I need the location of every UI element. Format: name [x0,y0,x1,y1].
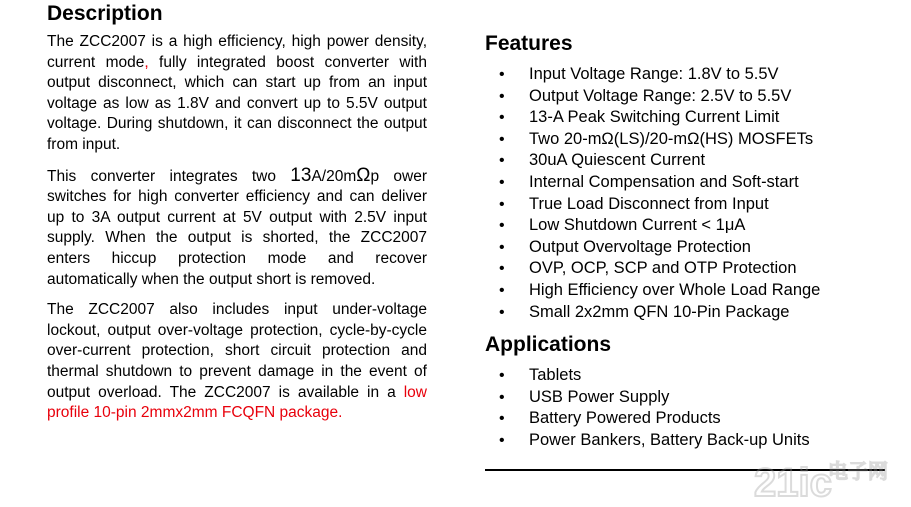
p2-tail: p ower switches for high converter efficiency and can deliver up to 3A output current at 5V output with 2.5V input supply. When the output is shorted, the ZCC2007 enters hiccup protection mode and recover automatically when the output short is removed. [47,167,427,288]
p1-red-comma: , [144,53,149,71]
site-watermark-logo [752,458,906,504]
feature-item [485,280,885,302]
bullet-icon: • [499,109,505,127]
application-item [485,365,885,387]
feature-item-text: High Efficiency over Whole Load Range [529,280,821,299]
feature-item [485,215,885,237]
feature-item [485,129,885,151]
features-column [485,32,885,462]
description-heading: Description [47,2,163,25]
feature-item [485,258,885,280]
application-item [485,408,885,430]
p2-big-number: 13 [290,164,312,186]
feature-item [485,302,885,324]
p2-mid: A/20m [311,167,357,185]
feature-item-text: Low Shutdown Current < 1μA [529,216,746,235]
bullet-icon: • [499,130,505,148]
feature-item-text: OVP, OCP, SCP and OTP Protection [529,259,797,278]
bullet-icon: • [499,238,505,256]
applications-heading: Applications [485,333,612,357]
p3-red-package: low profile 10-pin 2mmx2mm FCQFN package. [47,383,427,422]
application-item-text: Power Bankers, Battery Back-up Units [529,430,810,449]
bullet-icon: • [499,195,505,213]
bullet-icon: • [499,173,505,191]
feature-item-text: Output Overvoltage Protection [529,237,751,256]
bullet-icon: • [499,87,505,105]
bullet-icon: • [499,281,505,299]
feature-item-text: Output Voltage Range: 2.5V to 5.5V [529,86,792,105]
application-item [485,430,885,452]
feature-item [485,107,885,129]
bullet-icon: • [499,388,505,406]
p1-text: The ZCC2007 is a high efficiency, high power density, current mode [47,33,427,71]
bullet-icon: • [499,367,505,385]
feature-item [485,194,885,216]
applications-list [485,365,885,451]
p1-text-rest: fully integrated boost converter with output disconnect, which can start up from an input voltage as low as 1.8V and convert up to 5.5V output voltage. During shutdown, it can disconnect the output from input. [47,53,427,153]
feature-item-text: Two 20-mΩ(LS)/20-mΩ(HS) MOSFETs [529,129,814,148]
feature-item [485,237,885,259]
features-heading: Features [485,32,573,55]
bullet-icon: • [499,66,505,83]
description-paragraph-2 [47,166,427,291]
bullet-icon: • [499,431,505,449]
p3-text: The ZCC2007 also includes input under-voltage lockout, output over-voltage protection, cycle-by-cycle over-current protection, short circuit protection and thermal shutdown to prevent damage in the event of output overload. The ZCC2007 is available in a [47,301,427,401]
bullet-icon: • [499,152,505,170]
application-item-text: Battery Powered Products [529,409,721,428]
application-item-text: USB Power Supply [529,387,670,406]
p2-lead: This converter integrates two [47,167,291,185]
bullet-icon: • [499,410,505,428]
feature-item [485,64,885,86]
feature-item [485,150,885,172]
bullet-icon: • [499,217,505,235]
description-column [47,2,427,434]
features-list [485,64,885,323]
bullet-icon: • [499,303,505,321]
bullet-icon: • [499,260,505,278]
feature-item [485,86,885,108]
feature-item-text: 13-A Peak Switching Current Limit [529,108,780,127]
feature-item-text: Internal Compensation and Soft-start [529,172,799,191]
feature-item-text: Small 2x2mm QFN 10-Pin Package [529,302,790,321]
description-paragraph-1 [47,32,427,156]
p2-omega: Ω [356,164,371,186]
feature-item [485,172,885,194]
application-item-text: Tablets [529,366,582,385]
watermark-site-text: 电子网 [828,459,888,483]
watermark-icon [752,458,906,504]
application-item [485,387,885,409]
feature-item-text: 30uA Quiescent Current [529,151,706,170]
feature-item-text: Input Voltage Range: 1.8V to 5.5V [529,65,779,83]
description-paragraph-3 [47,300,427,424]
feature-item-text: True Load Disconnect from Input [529,194,769,213]
watermark-logo-text: 21ic [754,461,832,504]
